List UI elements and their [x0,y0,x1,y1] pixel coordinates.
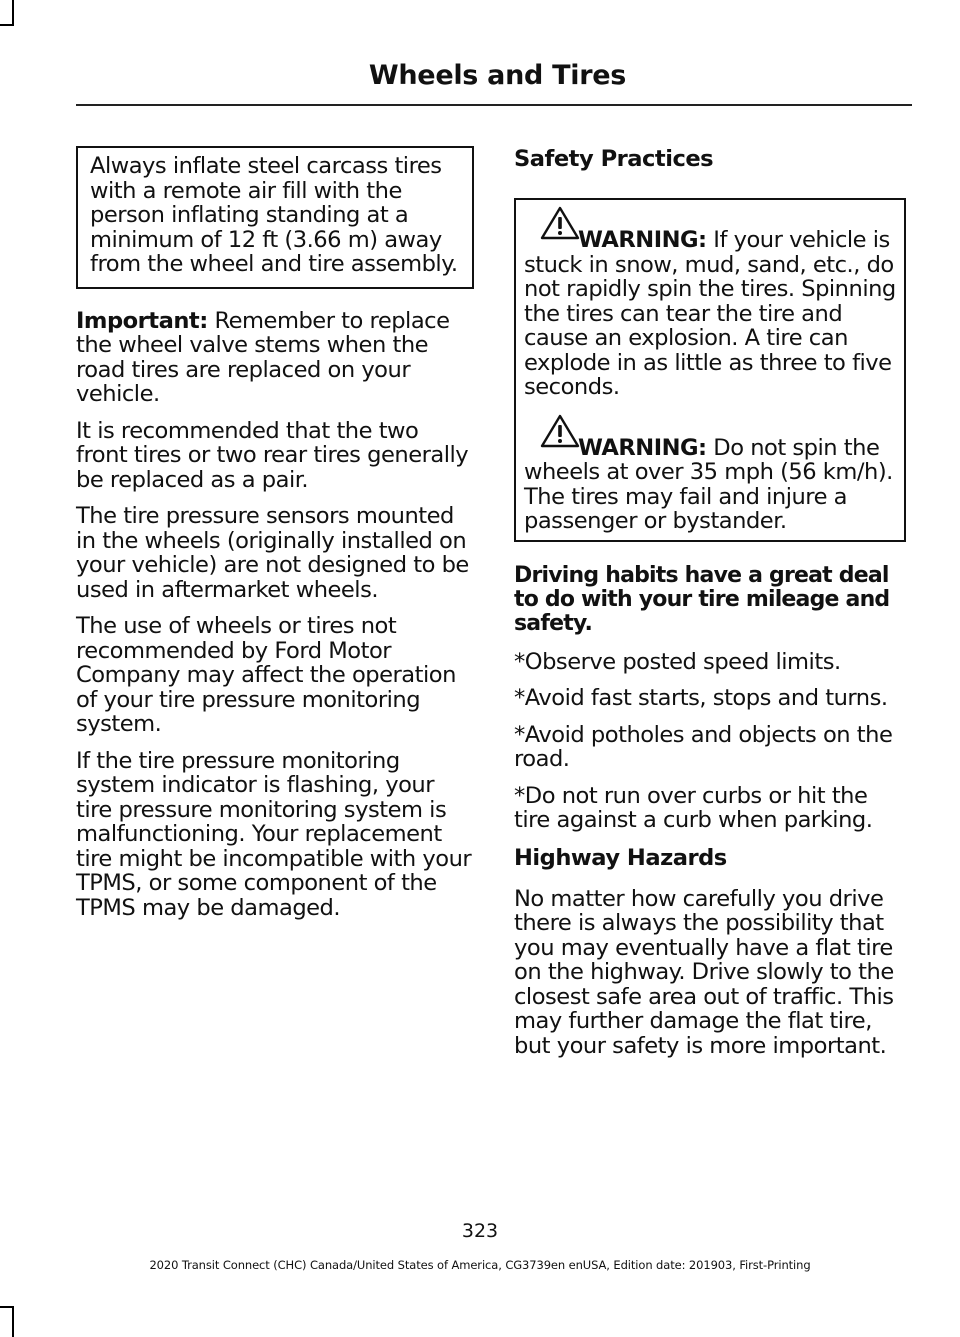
header-divider [76,104,912,106]
warning-box [514,198,906,542]
warning-triangle-icon [540,206,580,240]
crop-mark-top-left-v [12,0,14,26]
warning-2-text [524,436,896,534]
warning-2-label: WARNING: [578,434,707,461]
warning-1-body: If your vehicle is stuck in snow, mud, sand, etc., do not rapidly spin the tires. Spinning the tires can tear the tire and cause an explosion. A tire can explode in as little as three to five seconds. [524,227,896,400]
paragraph-tpms-indicator: If the tire pressure monitoring system indicator is flashing, your tire pressure monitoring system is malfunctioning. Your replacement tire might be incompatible with your TPMS, or some component of the TPMS may be damaged. [76,747,472,921]
tip-curbs: *Do not run over curbs or hit the tire against a curb when parking. [514,782,873,833]
right-column [514,146,906,1070]
boxed-note [76,146,474,289]
crop-mark-top-left-h [0,24,14,26]
warning-1-text [524,228,896,400]
page-title: Wheels and Tires [368,60,626,91]
important-label: Important: [76,307,208,334]
warning-item-2 [524,436,896,534]
warning-2-body: Do not spin the wheels at over 35 mph (56 km/h). The tires may fail and injure a passenger or bystander. [524,434,893,534]
warning-triangle-icon [540,414,580,448]
paragraph-ford-wheels: The use of wheels or tires not recommended by Ford Motor Company may affect the operation of your tire pressure monitoring system. [76,613,456,737]
paragraph-sensors: The tire pressure sensors mounted in the wheels (originally installed on your vehicle) are not designed to be used in aftermarket wheels. [76,503,469,603]
tip-fast-starts: *Avoid fast starts, stops and turns. [514,685,888,711]
boxed-note-text: Always inflate steel carcass tires with a remote air fill with the person inflating standing at a minimum of 12 ft (3.66 m) away from the wheel and tire assembly. [90,153,458,277]
paragraph-replace-pair: It is recommended that the two front tires or two rear tires generally be replaced as a pair. [76,417,469,493]
left-column [76,146,474,932]
important-text: Remember to replace the wheel valve stems when the road tires are replaced on your vehicle. [76,307,450,407]
important-paragraph [76,309,474,407]
tip-speed-limits: *Observe posted speed limits. [514,648,841,675]
safety-practices-heading: Safety Practices [514,146,714,172]
warning-1-label: WARNING: [578,227,707,253]
highway-hazards-text: No matter how carefully you drive there is always the possibility that you may eventually have a flat tire on the highway. Drive slowly to the closest safe area out of traffic. This may further damage the flat tire, but your safety is more important. [514,885,894,1059]
highway-hazards-heading: Highway Hazards [514,844,727,871]
driving-habits-heading: Driving habits have a great deal to do with your tire mileage and safety. [514,562,890,636]
warning-item-1 [524,228,896,400]
crop-mark-bottom-left-h [0,1306,14,1308]
crop-mark-bottom-left-v [12,1306,14,1337]
edition-info: 2020 Transit Connect (CHC) Canada/United States of America, CG3739en enUSA, Edition date: 201903, First-Printing [149,1258,811,1272]
tip-potholes: *Avoid potholes and objects on the road. [514,721,893,772]
page-number: 323 [461,1220,499,1242]
